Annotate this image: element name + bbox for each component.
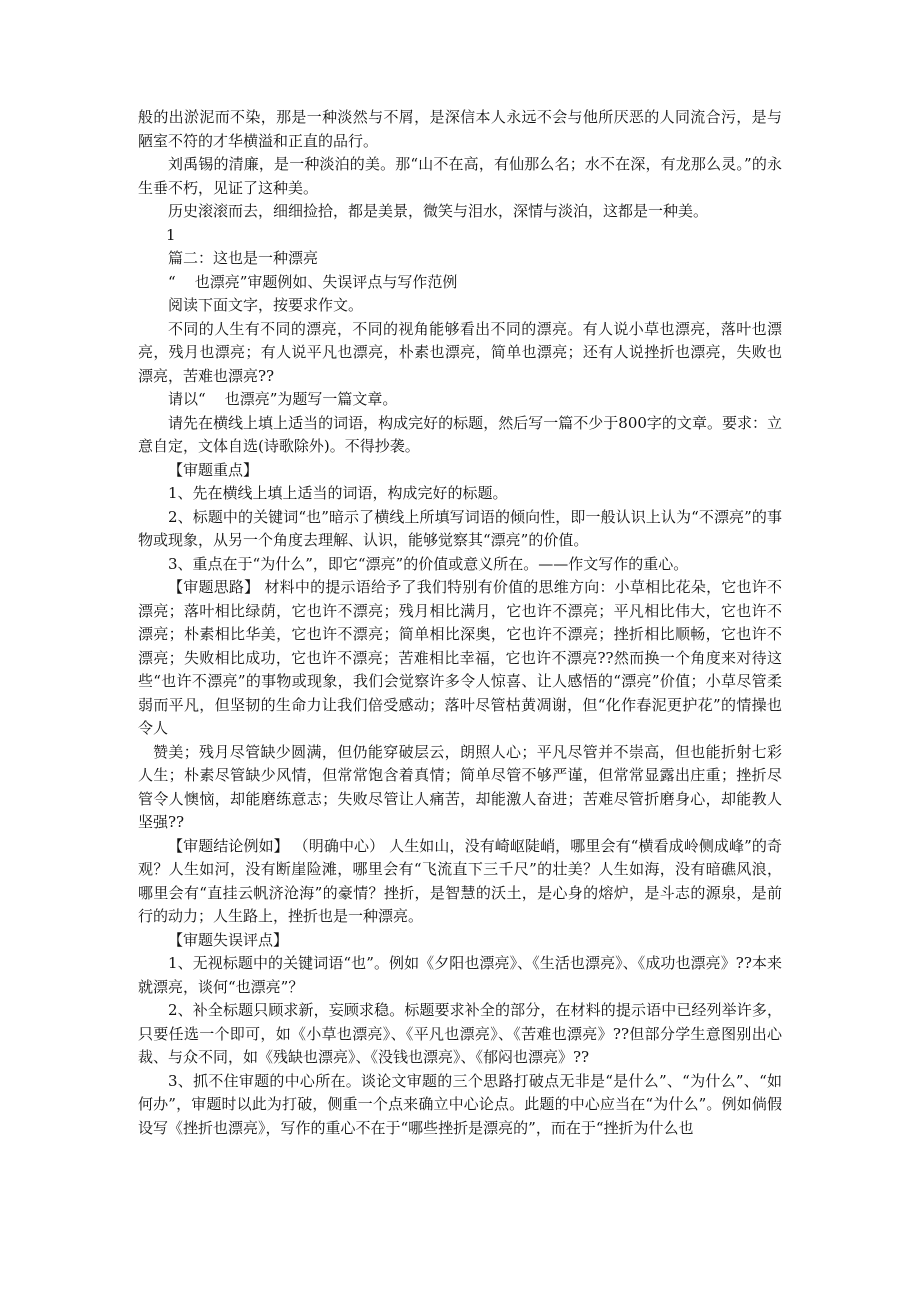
- paragraph-thinking: 【审题思路】 材料中的提示语给予了我们特别有价值的思维方向：小草相比花朵，它也许不漂亮；落叶相比绿荫，它也许不漂亮；残月相比满月，它也许不漂亮；平凡相比伟大，它也许不漂亮；朴素相比华美，它也许不漂亮；简单相比深奥，它也许不漂亮；挫折相比顺畅，它也许不漂亮；失败相比成功，它也许不漂亮；苦难相比幸福，它也许不漂亮??然而换一个角度来对待这些“也许不漂亮”的事物或现象，我们会觉察许多令人惊喜、让人感悟的“漂亮”价值；小草尽管柔弱而平凡，但坚韧的生命力让我们倍受感动；落叶尽管枯黄凋谢，但“化作春泥更护花”的情操也令人: [138, 578, 782, 737]
- section-subtitle: “ 也漂亮”审题例如、失误评点与写作范例: [168, 272, 458, 291]
- heading-mistakes: 【审题失误评点】: [168, 930, 289, 949]
- key-point-2: 2、标题中的关键词“也”暗示了横线上所填写词语的倾向性，即一般认识上认为“不漂亮”的事物或现象，从另一个角度去理解、认识，能够觉察其“漂亮”的价值。: [138, 507, 782, 549]
- key-point-3: 3、重点在于“为什么”，即它“漂亮”的价值或意义所在。——作文写作的重心。: [168, 554, 689, 573]
- paragraph-liu-yuxi: 刘禹锡的清廉，是一种淡泊的美。那“山不在高，有仙那么名；水不在深，有龙那么灵。”的永生垂不朽，见证了这种美。: [138, 155, 782, 197]
- prompt-requirements: 请先在横线上填上适当的词语，构成完好的标题，然后写一篇不少于800字的文章。要求：立意自定，文体自选(诗歌除外)。不得抄袭。: [138, 413, 782, 455]
- paragraph-history: 历史滚滚而去，细细捡拾，都是美景，微笑与泪水，深情与淡泊，这都是一种美。: [168, 202, 709, 220]
- mistake-1: 1、无视标题中的关键词语“也”。例如《夕阳也漂亮》、《生活也漂亮》、《成功也漂亮》??本来就漂亮，谈何“也漂亮”？: [138, 954, 782, 996]
- paragraph-thinking-continued: 赞美；残月尽管缺少圆满，但仍能穿破层云，朗照人心；平凡尽管并不崇高，但也能折射七彩人生；朴素尽管缺少风情，但常常饱含着真情；简单尽管不够严谨，但常常显露出庄重；挫折尽管令人懊恼，却能磨练意志；失败尽管让人痛苦，却能激人奋进；苦难尽管折磨身心，却能教人坚强??: [138, 742, 782, 831]
- instruction-read: 阅读下面文字，按要求作文。: [168, 296, 364, 314]
- prompt-title-instruction: 请以“ 也漂亮”为题写一篇文章。: [168, 390, 398, 408]
- key-point-1: 1、先在横线上填上适当的词语，构成完好的标题。: [168, 484, 508, 502]
- mistake-2: 2、补全标题只顾求新，妄顾求稳。标题要求补全的部分，在材料的提示语中已经列举许多，只要任选一个即可，如《小草也漂亮》、《平凡也漂亮》、《苦难也漂亮》??但部分学生意图别出心裁、与众不同，如《残缺也漂亮》、《没钱也漂亮》、《郁闷也漂亮》??: [138, 1001, 782, 1066]
- section-title: 篇二：这也是一种漂亮: [168, 249, 319, 267]
- heading-key-points: 【审题重点】: [168, 460, 259, 479]
- page-number: 1: [166, 225, 176, 244]
- document-page: [138, 106, 782, 1140]
- mistake-3: 3、抓不住审题的中心所在。谈论文审题的三个思路打破点无非是“是什么”、“为什么”、“如何办”，审题时以此为打破，侧重一个点来确立中心论点。此题的中心应当在“为什么”。例如倘假设写《挫折也漂亮》，写作的重心不在于“哪些挫折是漂亮的”，而在于“挫折为什么也: [138, 1071, 782, 1137]
- paragraph-conclusion-example: 【审题结论例如】 （明确中心） 人生如山，没有崎岖陡峭，哪里会有“横看成岭侧成峰”的奇观？人生如河，没有断崖险滩，哪里会有“飞流直下三千尺”的壮美？人生如海，没有暗礁风浪，哪里会有“直挂云帆济沧海”的豪情？挫折，是智慧的沃土，是心身的熔炉，是斗志的源泉，是前行的动力；人生路上，挫折也是一种漂亮。: [138, 836, 782, 925]
- prompt-material: 不同的人生有不同的漂亮，不同的视角能够看出不同的漂亮。有人说小草也漂亮，落叶也漂亮，残月也漂亮；有人说平凡也漂亮，朴素也漂亮，简单也漂亮；还有人说挫折也漂亮，失败也漂亮，苦难也漂亮??: [138, 319, 782, 385]
- paragraph-continuation: 般的出淤泥而不染，那是一种淡然与不屑，是深信本人永远不会与他所厌恶的人同流合污，是与陋室不符的才华横溢和正直的品行。: [138, 108, 782, 150]
